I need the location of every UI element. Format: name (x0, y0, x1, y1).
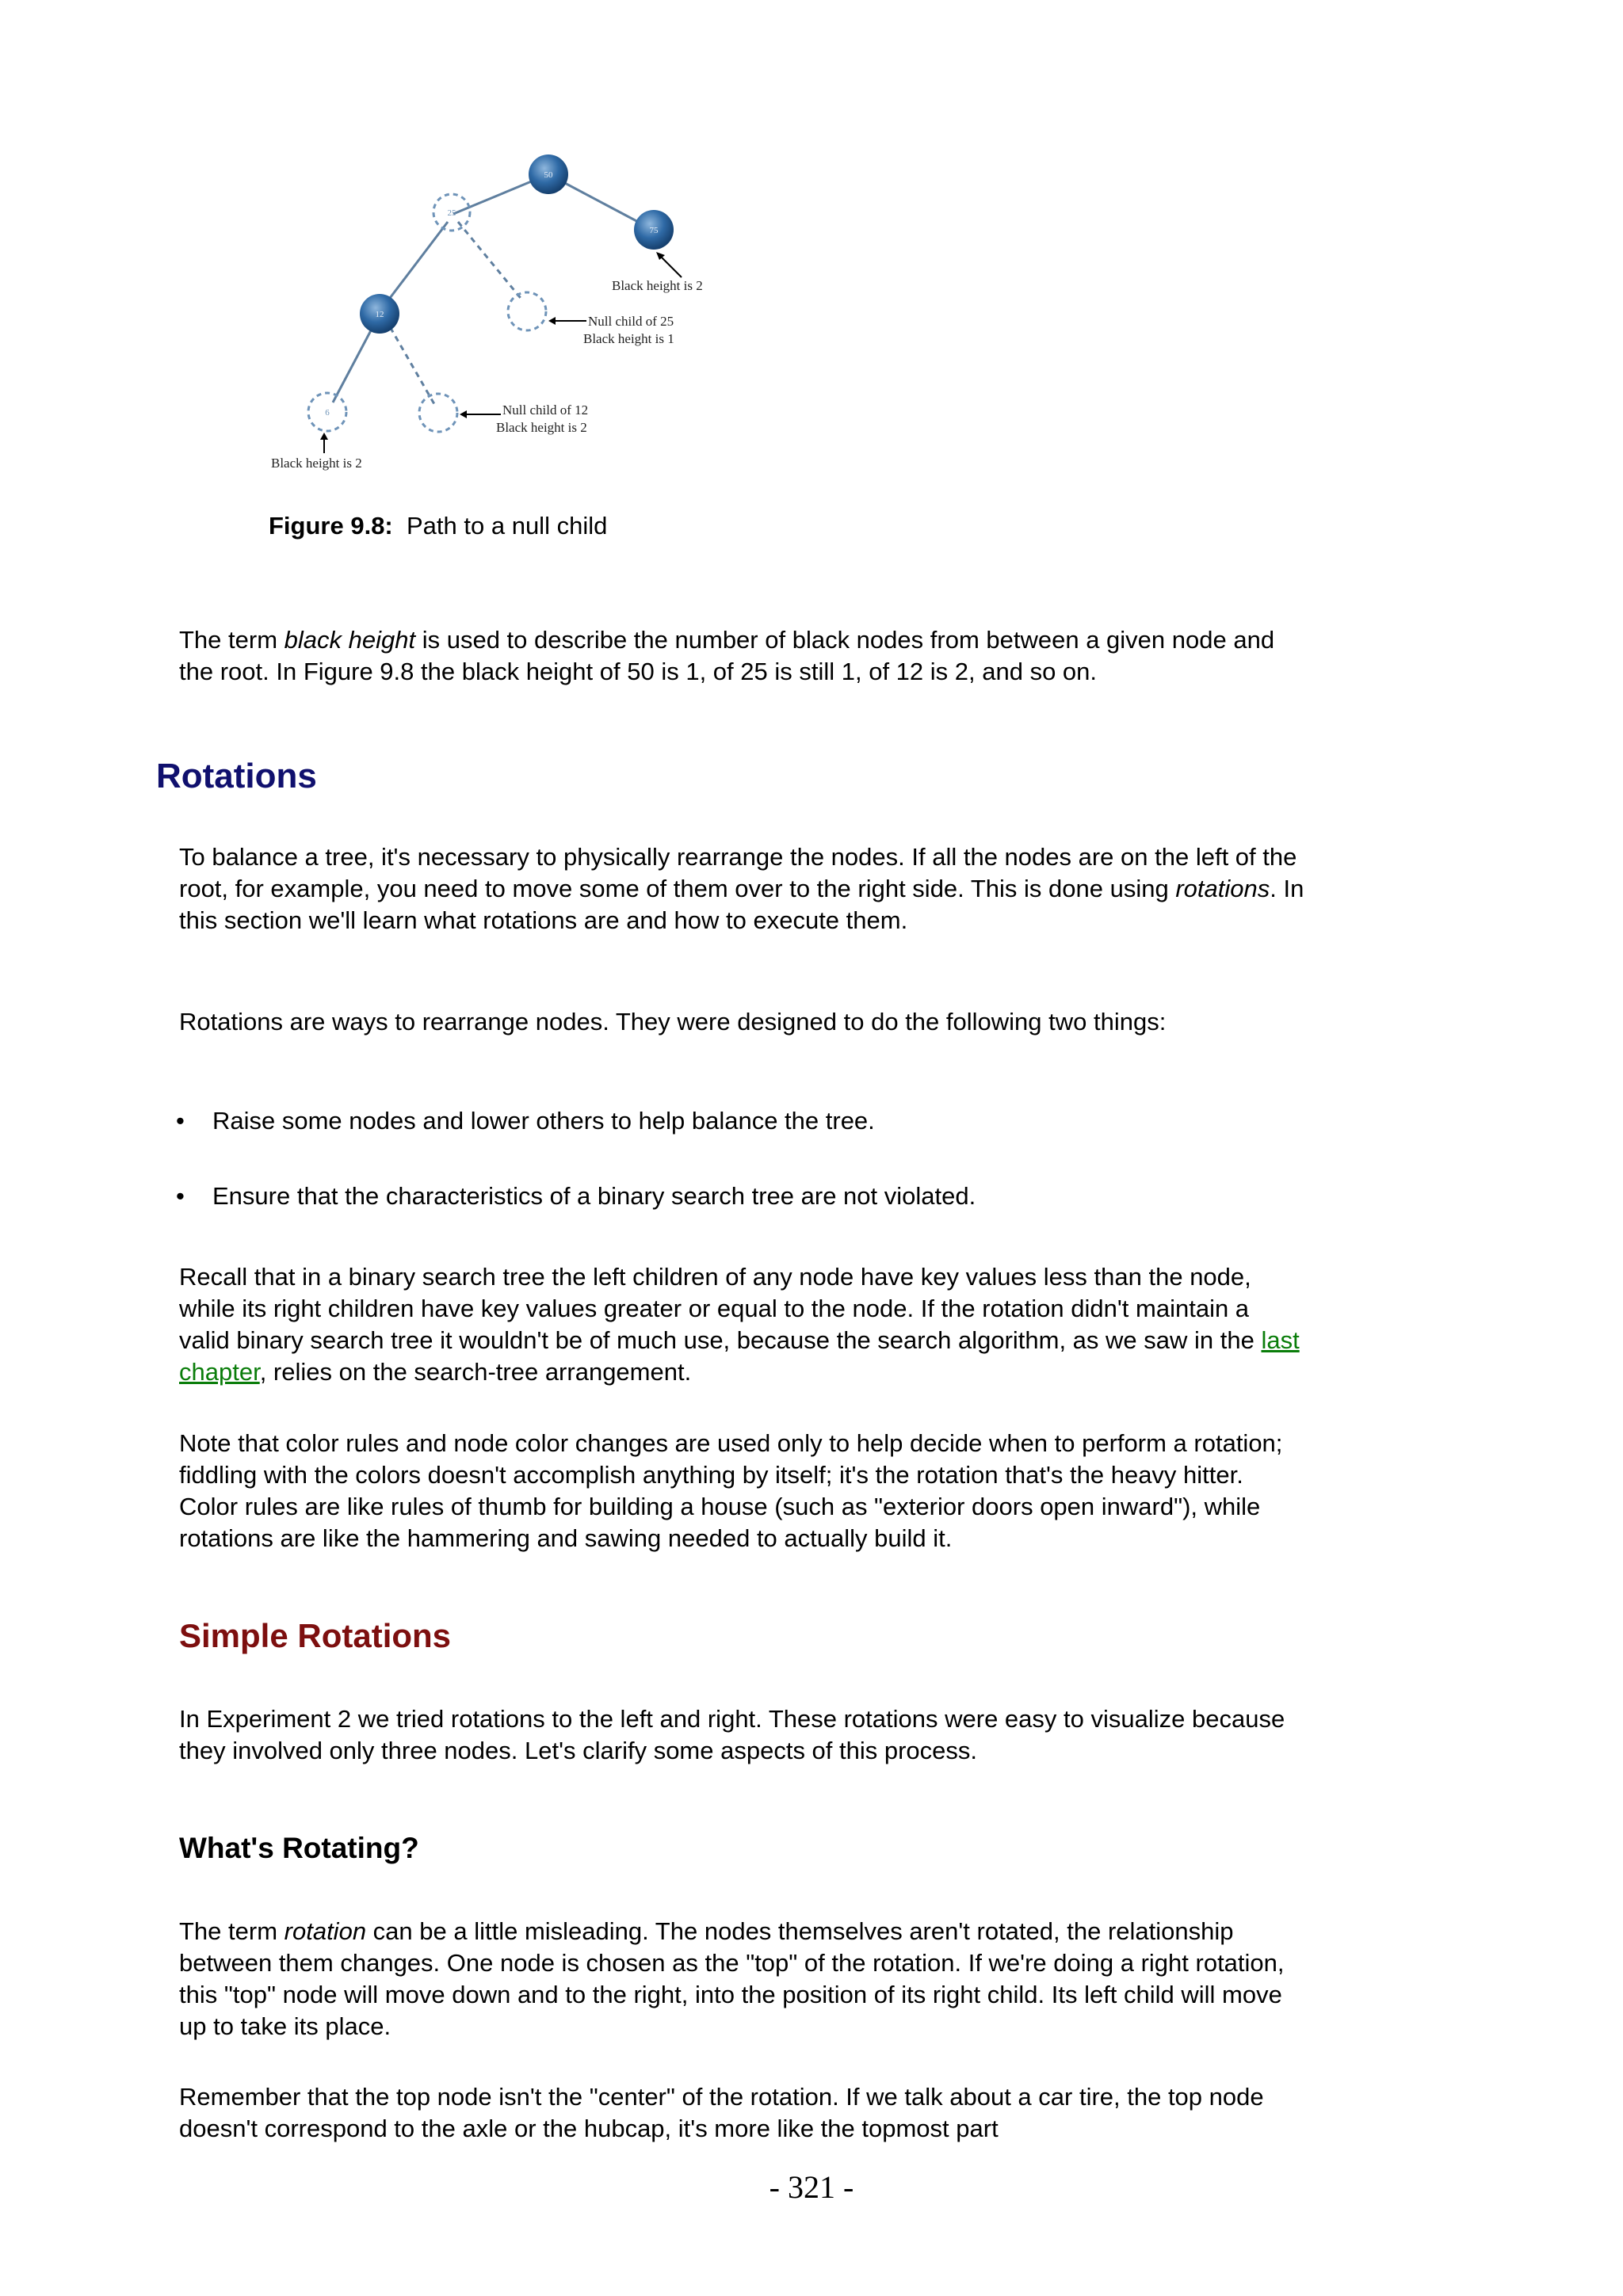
paragraph-center: Remember that the top node isn't the "center" of the rotation. If we talk about a car tire, the top node doesn't correspond to the axle or the hubcap, it's more like the topmost part (179, 2083, 1264, 2142)
edge-12-null (385, 318, 434, 404)
arrow-6-head (320, 433, 328, 440)
bullet-item (176, 1180, 1301, 1212)
node-12 (360, 294, 399, 334)
heading-whats-rotating: What's Rotating? (179, 1832, 419, 1864)
bullet-text: Ensure that the characteristics of a binary search tree are not violated. (212, 1182, 976, 1210)
paragraph-balance: To balance a tree, it's necessary to physically rearrange the nodes. If all the nodes are on the left of the root, for example, you need to move some of them over to the right side. This is done using rotations. In this section we'll learn what rotations are and how to execute them. (179, 843, 1304, 934)
bullet-marker: • (176, 1107, 185, 1135)
paragraph-black-height: The term black height is used to describe the number of black nodes from between a given node and the root. In Figure 9.8 the black height of 50 is 1, of 25 is still 1, of 12 is 2, and so on. (179, 626, 1275, 685)
paragraph-rotations-ways: Rotations are ways to rearrange nodes. They were designed to do the following two things: (179, 1008, 1167, 1035)
heading-simple-rotations: Simple Rotations (179, 1617, 452, 1654)
node-50-label: 50 (544, 170, 553, 180)
node-25-label: 25 (447, 208, 456, 218)
paragraph-recall: Recall that in a binary search tree the left children of any node have key values less than the node, while its right children have key values greater or equal to the node. If the rotation didn't maintain a valid binary search tree it wouldn't be of much use, because the search algorithm, as we saw in the last chapter, relies on the search-tree arrangement. (179, 1263, 1300, 1386)
paragraph-term-rotation: The term rotation can be a little misleading. The nodes themselves aren't rotated, the relationship between them changes. One node is chosen as the "top" of the rotation. If we're doing a right rotation, this "top" node will move down and to the right, into the position of its right child. Its left child will move up to take its place. (179, 1917, 1285, 2040)
node-75-label: 75 (649, 226, 659, 235)
node-6-label: 6 (325, 408, 330, 418)
heading-rotations: Rotations (156, 757, 317, 795)
bullet-text: Raise some nodes and lower others to help balance the tree. (212, 1107, 875, 1135)
node-75 (634, 210, 674, 250)
annotation-null25-1: Null child of 25 (588, 314, 674, 329)
tree-diagram (254, 143, 745, 483)
page-number: - 321 - (769, 2169, 854, 2205)
node-50 (529, 154, 568, 194)
annotation-null25-2: Black height is 1 (583, 331, 674, 346)
arrow-null12-head (460, 410, 467, 418)
bullet-marker: • (176, 1182, 185, 1210)
annotation-75: Black height is 2 (612, 278, 703, 293)
caption-label: Figure 9.8: (269, 512, 393, 540)
node-null-12 (419, 394, 457, 432)
paragraph-experiment: In Experiment 2 we tried rotations to the left and right. These rotations were easy to visualize because they involved only three nodes. Let's clarify some aspects of this process. (179, 1705, 1285, 1764)
annotation-null12-1: Null child of 12 (502, 402, 589, 418)
caption-text: Path to a null child (407, 512, 608, 540)
arrow-null25-head (548, 317, 556, 325)
last-chapter-link[interactable]: last chapter (179, 1326, 1300, 1386)
annotation-null12-2: Black height is 2 (496, 420, 587, 435)
node-6 (308, 393, 346, 431)
node-12-label: 12 (375, 310, 384, 319)
node-25 (433, 194, 470, 231)
figure-caption (269, 510, 607, 542)
paragraph-color-rules: Note that color rules and node color changes are used only to help decide when to perform a rotation; fiddling with the colors doesn't accomplish anything by itself; it's the rotation that's the heavy hitter. Color rules are like rules of thumb for building a house (such as "exterior doors open inward"), while rotations are like the hammering and sawing needed to actually build it. (179, 1429, 1283, 1552)
bullet-item (176, 1105, 1301, 1137)
node-null-25 (508, 292, 546, 330)
annotation-6: Black height is 2 (271, 456, 362, 471)
edge-25-null (458, 222, 523, 301)
